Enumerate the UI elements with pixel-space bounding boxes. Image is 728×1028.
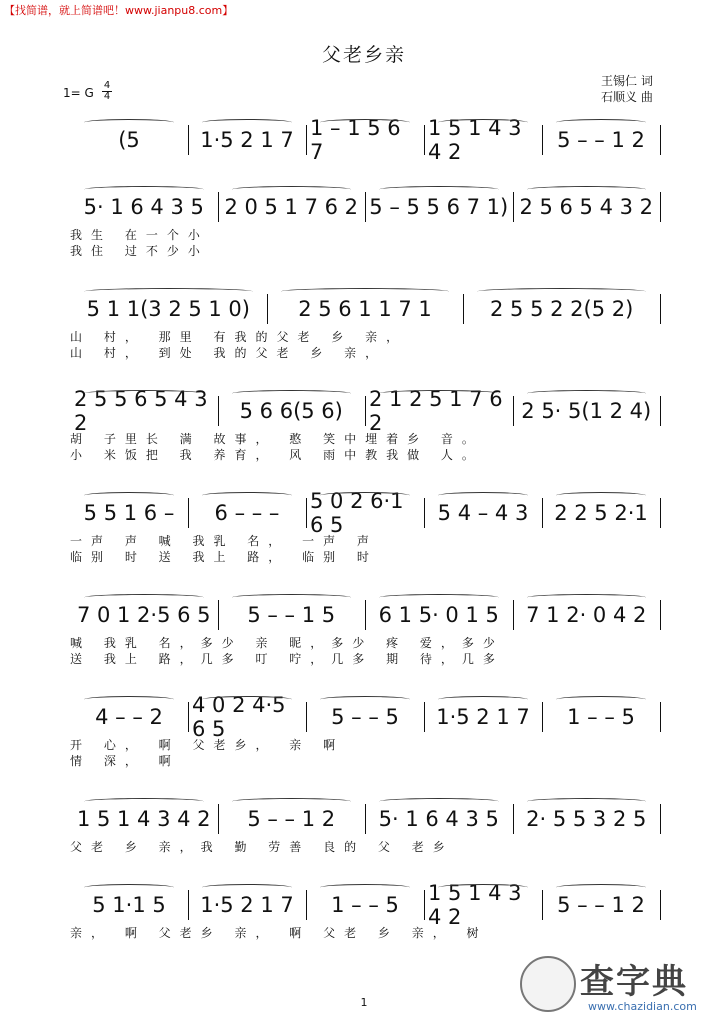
slur-mark: [232, 186, 352, 193]
measure: [546, 498, 656, 528]
measure-notes: 2· 5 5 3 2 5: [526, 807, 647, 831]
measure-notes: 5 1·1 5: [92, 893, 166, 917]
measure-notes: 5 – – 1 2: [557, 128, 645, 152]
slur-mark: [527, 798, 647, 805]
slur-mark: [320, 492, 410, 499]
lyric-line: 山 村， 那里 有我的父老 乡 亲，: [70, 330, 408, 344]
measure: [310, 489, 420, 537]
bar-line: [542, 890, 543, 920]
slur-mark: [84, 390, 204, 397]
watermark-logo: [514, 950, 722, 1024]
lyric-line: 我住 过不少小: [70, 244, 209, 258]
slur-mark: [84, 696, 174, 703]
measure: [74, 498, 184, 528]
bar-line: [660, 702, 661, 732]
song-title: 父老乡亲: [321, 44, 406, 66]
bar-line: [188, 498, 189, 528]
measure: [369, 192, 509, 222]
measure-notes: 5 1 1(3 2 5 1 0): [86, 297, 250, 321]
lyric-line: 山 村， 到处 我的父老 乡 亲，: [70, 346, 387, 360]
measure-notes: 1 5 1 4 3 4 2: [428, 116, 522, 164]
measure-notes: 5 – – 1 2: [247, 807, 336, 831]
measure: [74, 890, 184, 920]
slur-mark: [556, 492, 646, 499]
bar-line: [188, 890, 189, 920]
measure-notes: 5 – 5 5 6 7 1): [369, 195, 509, 219]
measure: [74, 294, 263, 324]
bar-line: [424, 498, 425, 528]
bar-line: [463, 294, 464, 324]
measure-notes: 5· 1 6 4 3 5: [378, 807, 499, 831]
measure: [517, 192, 657, 222]
lyric-line: 开 心， 啊 父老乡， 亲 啊: [70, 738, 345, 752]
measure-notes: 6 1 5· 0 1 5: [378, 603, 499, 627]
measure: [192, 498, 302, 528]
slur-mark: [438, 119, 528, 126]
bar-line: [306, 702, 307, 732]
measure-notes: 6 – – –: [214, 501, 280, 525]
staff-line: [70, 600, 660, 670]
slur-mark: [556, 119, 646, 126]
slur-mark: [84, 186, 204, 193]
measure: [222, 396, 362, 426]
staff-line: [70, 489, 660, 568]
staff-line: [70, 693, 660, 772]
measure: [192, 890, 302, 920]
measure: [192, 693, 302, 741]
bar-line: [365, 396, 366, 426]
measure: [428, 498, 538, 528]
lyric-line: 喊 我乳 名，多少 亲 昵，多少 疼 爱，多少: [70, 636, 504, 650]
bar-line: [424, 702, 425, 732]
lyric-line: 一声 声 喊 我乳 名， 一声 声: [70, 534, 378, 548]
lyric-line: 亲， 啊 父老乡 亲， 啊 父老 乡 亲， 树: [70, 926, 488, 940]
bar-line: [188, 125, 189, 155]
measure-notes: 2 1 2 5 1 7 6 2: [369, 387, 503, 435]
bar-line: [218, 396, 219, 426]
measure-notes: 1 5 1 4 3 4 2: [428, 881, 522, 929]
measure: [517, 804, 657, 834]
measure: [74, 387, 214, 435]
measure: [546, 702, 656, 732]
measure-notes: 5 5 1 6 –: [83, 501, 175, 525]
lyric-line: 胡 子里长 满 故事， 憨 笑中埋着乡 音。: [70, 432, 483, 446]
measure: [546, 125, 656, 155]
measure: [310, 702, 420, 732]
slur-mark: [527, 186, 647, 193]
bar-line: [188, 702, 189, 732]
measure: [428, 702, 538, 732]
measure: [222, 804, 362, 834]
measure-notes: 2 5 5 6 5 4 3 2: [74, 387, 208, 435]
slur-mark: [202, 492, 292, 499]
slur-mark: [379, 390, 499, 397]
slur-mark: [527, 594, 647, 601]
bar-line: [660, 890, 661, 920]
measure: [369, 387, 509, 435]
slur-mark: [202, 696, 292, 703]
measure: [192, 125, 302, 155]
staff-line: [70, 804, 660, 874]
measure: [74, 702, 184, 732]
slur-mark: [84, 884, 174, 891]
slur-mark: [379, 186, 499, 193]
lyric-line: 送 我上 路，几多 叮 咛，几多 期 待，几多: [70, 652, 504, 666]
slur-mark: [202, 119, 292, 126]
staff-line: [70, 294, 660, 364]
slur-mark: [281, 288, 450, 295]
bar-line: [267, 294, 268, 324]
measure: [74, 804, 214, 834]
bar-line: [660, 125, 661, 155]
measure-notes: 1·5 2 1 7: [436, 705, 530, 729]
bar-line: [365, 600, 366, 630]
bar-line: [424, 890, 425, 920]
measure: [428, 881, 538, 929]
measure-notes: 5 0 2 6·1 6 5: [310, 489, 404, 537]
slur-mark: [84, 119, 174, 126]
slur-mark: [320, 884, 410, 891]
measure-notes: 5· 1 6 4 3 5: [83, 195, 204, 219]
lyric-line: 情 深， 啊: [70, 754, 180, 768]
measure-notes: 2 5· 5(1 2 4): [521, 399, 652, 423]
measure: [222, 192, 362, 222]
slur-mark: [438, 884, 528, 891]
bar-line: [660, 192, 661, 222]
bar-line: [542, 498, 543, 528]
slur-mark: [556, 696, 646, 703]
lyric-line: 临别 时 送 我上 路， 临别 时: [70, 550, 378, 564]
staff-line: [70, 116, 660, 195]
bar-line: [660, 804, 661, 834]
staff-line: [70, 192, 660, 262]
measure-notes: 5 – – 1 5: [247, 603, 336, 627]
page-number: 1: [360, 996, 368, 1009]
slur-mark: [84, 492, 174, 499]
measure: [222, 600, 362, 630]
staff-line: [70, 387, 660, 466]
slur-mark: [556, 884, 646, 891]
measure: [369, 804, 509, 834]
bar-line: [660, 294, 661, 324]
slur-mark: [84, 594, 204, 601]
bar-line: [424, 125, 425, 155]
bar-line: [218, 192, 219, 222]
measure-notes: 7 0 1 2·5 6 5: [76, 603, 211, 627]
watermark-text: 查字典: [580, 962, 688, 1002]
slur-mark: [232, 798, 352, 805]
lyric-line: 我生 在一个小: [70, 228, 209, 242]
watermark-url: www.chazidian.com: [588, 1000, 697, 1013]
time-signature-bottom: 4: [103, 91, 111, 102]
measure-notes: 4 0 2 4·5 6 5: [192, 693, 286, 741]
measure: [310, 116, 420, 164]
time-signature: [102, 81, 112, 102]
key-signature: 1= G: [63, 86, 94, 100]
measure-notes: 5 6 6(5 6): [239, 399, 343, 423]
composer-credit: 石顺义 曲: [601, 90, 653, 104]
slur-mark: [84, 288, 253, 295]
bar-line: [306, 890, 307, 920]
bar-line: [365, 192, 366, 222]
slur-mark: [379, 594, 499, 601]
time-signature-top: 4: [103, 80, 111, 91]
measure: [74, 192, 214, 222]
measure: [74, 125, 184, 155]
slur-mark: [84, 798, 204, 805]
measure-notes: 2 0 5 1 7 6 2: [224, 195, 359, 219]
measure-notes: 5 4 – 4 3: [437, 501, 529, 525]
measure-notes: 1·5 2 1 7: [200, 128, 294, 152]
bar-line: [513, 396, 514, 426]
slur-mark: [320, 696, 410, 703]
measure-notes: 5 – – 1 2: [557, 893, 645, 917]
site-banner[interactable]: 【找简谱，就上简谱吧！www.jianpu8.com】: [4, 4, 234, 17]
measure-notes: 2 5 6 5 4 3 2: [519, 195, 654, 219]
measure: [310, 890, 420, 920]
slur-mark: [477, 288, 646, 295]
bar-line: [660, 600, 661, 630]
measure: [271, 294, 460, 324]
bar-line: [218, 804, 219, 834]
bar-line: [513, 804, 514, 834]
measure-notes: 1 – 1 5 6 7: [310, 116, 401, 164]
bar-line: [306, 125, 307, 155]
mascot-icon: [520, 956, 576, 1012]
measure-notes: 4 – – 2: [95, 705, 163, 729]
measure-notes: 2 2 5 2·1: [554, 501, 648, 525]
measure-notes: 2 5 6 1 1 7 1: [298, 297, 432, 321]
measure: [517, 600, 657, 630]
measure: [74, 600, 214, 630]
slur-mark: [438, 492, 528, 499]
measure-notes: 1 – – 5: [331, 893, 399, 917]
lyricist-credit: 王锡仁 词: [601, 74, 653, 88]
measure: [467, 294, 656, 324]
bar-line: [542, 125, 543, 155]
measure-notes: 1 – – 5: [567, 705, 635, 729]
bar-line: [513, 600, 514, 630]
measure-notes: 2 5 5 2 2(5 2): [490, 297, 634, 321]
measure: [517, 396, 657, 426]
measure-notes: 1·5 2 1 7: [200, 893, 294, 917]
lyric-line: 小 米饭把 我 养育， 风 雨中教我做 人。: [70, 448, 483, 462]
bar-line: [660, 396, 661, 426]
slur-mark: [527, 390, 647, 397]
measure: [428, 116, 538, 164]
bar-line: [218, 600, 219, 630]
measure: [369, 600, 509, 630]
measure: [546, 890, 656, 920]
slur-mark: [232, 594, 352, 601]
lyric-line: 父老 乡 亲，我 勤 劳善 良的 父 老乡: [70, 840, 454, 854]
bar-line: [306, 498, 307, 528]
bar-line: [542, 702, 543, 732]
slur-mark: [438, 696, 528, 703]
measure-notes: 5 – – 5: [331, 705, 399, 729]
measure-notes: (5: [118, 128, 140, 152]
slur-mark: [320, 119, 410, 126]
slur-mark: [232, 390, 352, 397]
bar-line: [660, 498, 661, 528]
bar-line: [513, 192, 514, 222]
slur-mark: [202, 884, 292, 891]
measure-notes: 7 1 2· 0 4 2: [526, 603, 647, 627]
measure-notes: 1 5 1 4 3 4 2: [76, 807, 211, 831]
slur-mark: [379, 798, 499, 805]
bar-line: [365, 804, 366, 834]
